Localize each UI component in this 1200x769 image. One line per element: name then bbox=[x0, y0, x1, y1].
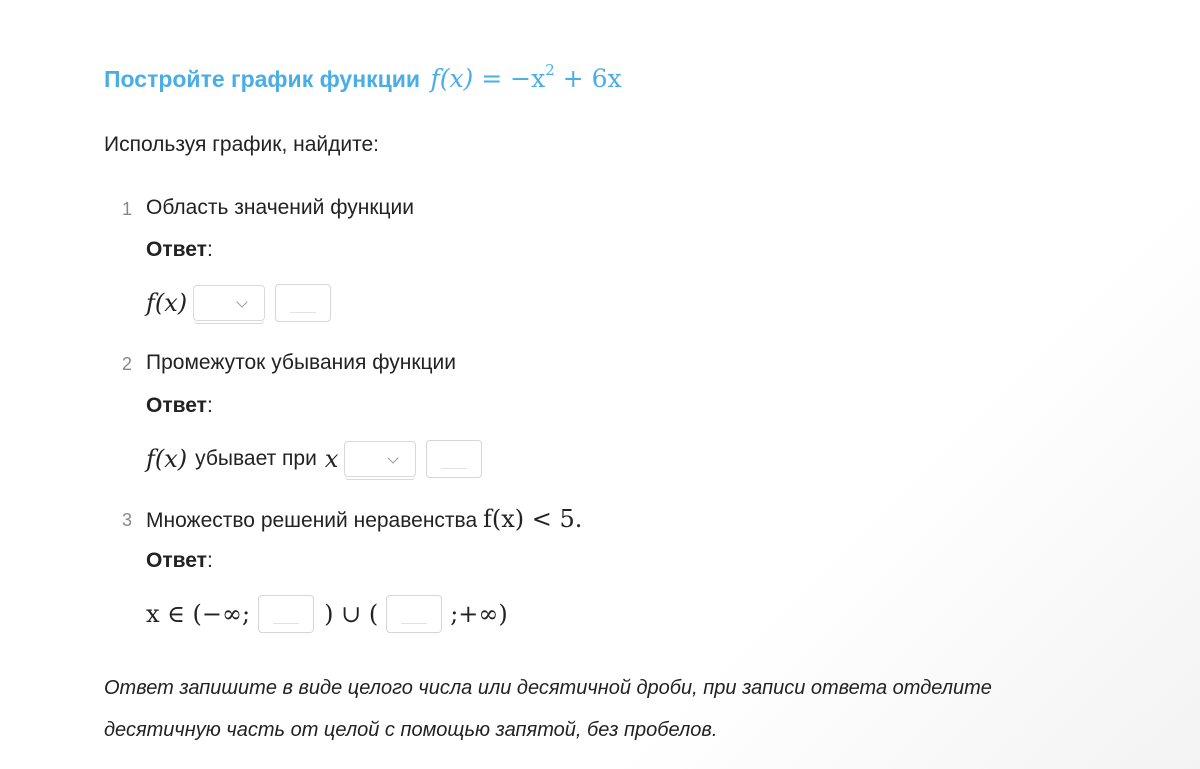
intro-text: Используя график, найдите: bbox=[104, 133, 380, 156]
answer-input-3a[interactable] bbox=[258, 595, 314, 633]
item-text-1: Область значений функции bbox=[146, 196, 415, 219]
item-text-2: Промежуток убывания функции bbox=[146, 351, 457, 374]
interval-part-1: x ∈ (−∞; bbox=[146, 600, 251, 628]
formula-rest: = −x bbox=[481, 64, 546, 93]
answer-label-text: Ответ bbox=[146, 394, 207, 417]
interval-part-2: ) ∪ ( bbox=[324, 600, 379, 628]
task-title-text: Постройте график функции bbox=[104, 66, 421, 92]
task-title-formula bbox=[430, 61, 622, 93]
instruction-line-2: десятичную часть от целой с помощью запятой, без пробелов. bbox=[104, 719, 718, 741]
item-number-2: 2 bbox=[122, 354, 133, 374]
answer-input-2[interactable] bbox=[426, 440, 482, 478]
answer-prefix-var-2: x bbox=[324, 445, 339, 473]
answer-colon: : bbox=[206, 394, 213, 417]
answer-prefix-text-2: убывает при bbox=[195, 447, 317, 470]
item-number-3: 3 bbox=[122, 510, 133, 530]
item-text-3-math: f(x) < 5. bbox=[482, 505, 583, 533]
answer-label-text: Ответ bbox=[146, 238, 207, 261]
answer-row-1 bbox=[146, 284, 331, 322]
answer-label-2 bbox=[146, 394, 213, 418]
answer-label-1 bbox=[146, 238, 213, 262]
chevron-down-icon bbox=[236, 296, 247, 307]
comparison-select-1[interactable] bbox=[193, 285, 265, 321]
chevron-down-icon bbox=[388, 452, 399, 463]
answer-input-1[interactable] bbox=[275, 284, 331, 322]
task-title bbox=[104, 61, 622, 93]
instruction-line-1: Ответ запишите в виде целого числа или десятичной дроби, при записи ответа отделите bbox=[104, 677, 992, 699]
answer-colon: : bbox=[206, 238, 213, 261]
answer-label-3 bbox=[146, 549, 213, 573]
answer-row-3 bbox=[146, 595, 508, 633]
interval-part-3: ;+∞) bbox=[450, 600, 508, 628]
comparison-select-2[interactable] bbox=[344, 441, 416, 477]
instruction-note bbox=[104, 667, 1064, 751]
answer-prefix-1: f(x) bbox=[146, 289, 188, 317]
answer-prefix-math-2: f(x) bbox=[146, 445, 188, 473]
item-text-3 bbox=[146, 505, 582, 533]
item-text-3-label: Множество решений неравенства bbox=[146, 509, 478, 532]
answer-row-2 bbox=[146, 440, 482, 478]
answer-input-3b[interactable] bbox=[386, 595, 442, 633]
formula-fx: f(x) bbox=[430, 64, 474, 93]
answer-colon: : bbox=[206, 549, 213, 572]
item-number-1: 1 bbox=[122, 199, 133, 219]
formula-exponent: 2 bbox=[545, 61, 555, 79]
answer-label-text: Ответ bbox=[146, 549, 207, 572]
formula-tail: + 6x bbox=[554, 64, 622, 93]
